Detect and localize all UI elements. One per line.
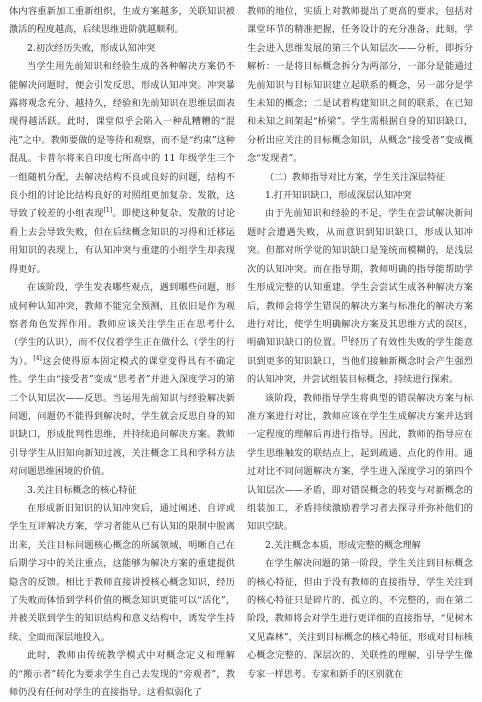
left-paragraph-5: 此时，教师由传统教学模式中对概念定义和理解的“搬示者”转化为要求学生自己去发现的“旁观者”，教师仍没有任何对学生的直接指导。这看似弱化了 [9, 650, 235, 699]
left-heading-3: 3.关注目标概念的核心特征 [27, 484, 137, 496]
left-heading-2: 2.初次经历失败，形成认知冲突 [27, 42, 156, 54]
left-paragraph-3-text-a: 在该阶段，学生发表哪些观点，遇到哪些问题，形成何种认知冲突，教师不能完全预测，且依旧是作为观察者角色发挥作用。教师应该关注学生正在思考什么（学生的认识），而不仅仅着学生正在做什么（学生的行为）。 [9, 282, 235, 367]
right-paragraph-1: 教师的地位，实质上对教师提出了更高的要求，包括对课堂环节的精准把握，任务设计的充分准备，此刻，学生会进入思维发展的第三个认知层次——分析，即拆分解析：一是将目标概念拆分为两部分，一部分是能通过先前知识与目标知识建立起联系的概念，另一部分是学生未知的概念；二是试着构建知识之间的联系，在已知和未知之间架起“桥梁”。学生需根据自身的知识缺口，分析出应关注的目标概念知识，从概念“接受者”变成概念“发现者”。 [247, 6, 473, 165]
left-paragraph-4: 在形成新旧知识的认知冲突后，通过阐述、自评或学生互评解决方案，学习者能从已有认知的限制中脱离出来，关注目标问题核心概念的所属领域，明晰自己在后期学习中的关注重点，这能够为解决方案的重建提供隐含的反馈。相比于教师直接讲授核心概念知识，经历了失败而体悟到学科价值的概念知识更能可以“活化”，并被关联到学生的知识结构和意义结构中，诱发学生持续、全面而深层地投入。 [9, 502, 235, 643]
left-column [9, 3, 236, 699]
right-paragraph-2-text-b: 经历了有效性失败的学生能意识到更多的知识缺口，当他们接触新概念时会产生强烈的认知冲突，并尝试组装目标概念，持续进行探索。 [247, 337, 474, 386]
left-paragraph-3 [9, 279, 235, 481]
right-subheading-2: 2.关注概念本质，形成完整的概念理解 [265, 539, 421, 551]
left-paragraph-3-text-b: 这会使得原本固定模式的课堂变得具有不确定性。学生由“接受者”变成“思考者”并进入深度学习的第二个认知层次——反思。当运用先前知识与经验解决新问题，问题仍不能得到解决时，学生就会反思自身的知识缺口，形成批判性思维，并持续追问解决方案。教师引导学生从旧知向新知过渡，关注概念工具和学科方法对问题思维困境的价值。 [9, 355, 235, 478]
citation-1: [1] [103, 207, 113, 215]
citation-5: [5] [341, 336, 351, 344]
right-column [247, 3, 474, 680]
left-paragraph-2-text-b: 。即使这种复杂、发散的讨论看上去会导致失败，但在后续概念知识的习得和迁移运用知识的表现上，有认知冲突与重建的小组学生却表现得更好。 [9, 208, 236, 275]
right-paragraph-3: 该阶段，教师指导学生将典型的错误解决方案与标准方案进行对比，教师应该在学生生成解决方案并达到一定程度的理解后再进行指导。因此，教师的指导应在学生思维触发的联结点上，起到疏通、点化的作用。通过对比不同问题解决方案，学生进入深度学习的第四个认知层次——矛盾，即对错误概念的转变与对新概念的组装加工，矛盾持续激励着学习者去探寻并弥补他们的知识空缺。 [247, 392, 473, 533]
left-paragraph-2 [9, 58, 235, 279]
left-paragraph-2-text-a: 当学生用先前知识和经验生成的各种解决方案仍不能解决问题时，便会引发反思，形成认知冲突。冲突暴露将观念充分、越持久，经验和先前知识在思维层面表现得越活跃。此时，课堂似乎会陷入一种乱糟糟的“混沌”之中。教师要做的是等待和观察，而不是“约束”这种混乱。卡普尔将来自印度七所高中的 11 年级学生三个一组随机分配，去解决结构不良或良好的问题，结构不良小组的讨论比结构良好的对照组更加复杂、发散，这导致了较差的小组表现 [9, 61, 235, 220]
right-paragraph-2-text-a: 由于先前知识和经验的不足，学生在尝试解决新问题时会遭遇失败，从而意识到知识缺口，形成认知冲突。但都对所学觉的知识缺口是笼统而模糊的，是浅层次的认知冲突。而在指导期，教师明确的指导能帮助学生形成完整的认知重建。学生会尝试生成各种解决方案后，教师会将学生错误的解决方案与标准化的解决方案进行对比，使学生明确解决方案及其思维方式的误区，明确知识缺口的位置。 [247, 208, 473, 349]
left-paragraph-1: 体内容重新加工重新组织，生成方案越多，关联知识被激活的程度越高，后续思维进阶就越顺利。 [9, 6, 235, 36]
right-paragraph-4: 在学生解决问题的第一阶段，学生关注到目标概念的核心特征，但由于没有教师的直接指导，学生关注到的核心特征只是碎片的、孤立的、不完整的，而在第二阶段，教师将会对学生进行更详细的直接指导，“见树木又见森林”，关注到目标概念的核心特征，形成对目标核心概念完整的、深层次的、关联性的理解，引导学生像专家一样思考。专家和新手的区别就在 [247, 558, 473, 680]
right-paragraph-2 [247, 205, 473, 389]
citation-4: [4] [33, 354, 42, 362]
right-section-heading: （二）教师指导对比方案，学生关注深层特征 [265, 172, 446, 183]
right-subheading-1: 1.打开知识缺口，形成深层认知冲突 [265, 190, 412, 202]
